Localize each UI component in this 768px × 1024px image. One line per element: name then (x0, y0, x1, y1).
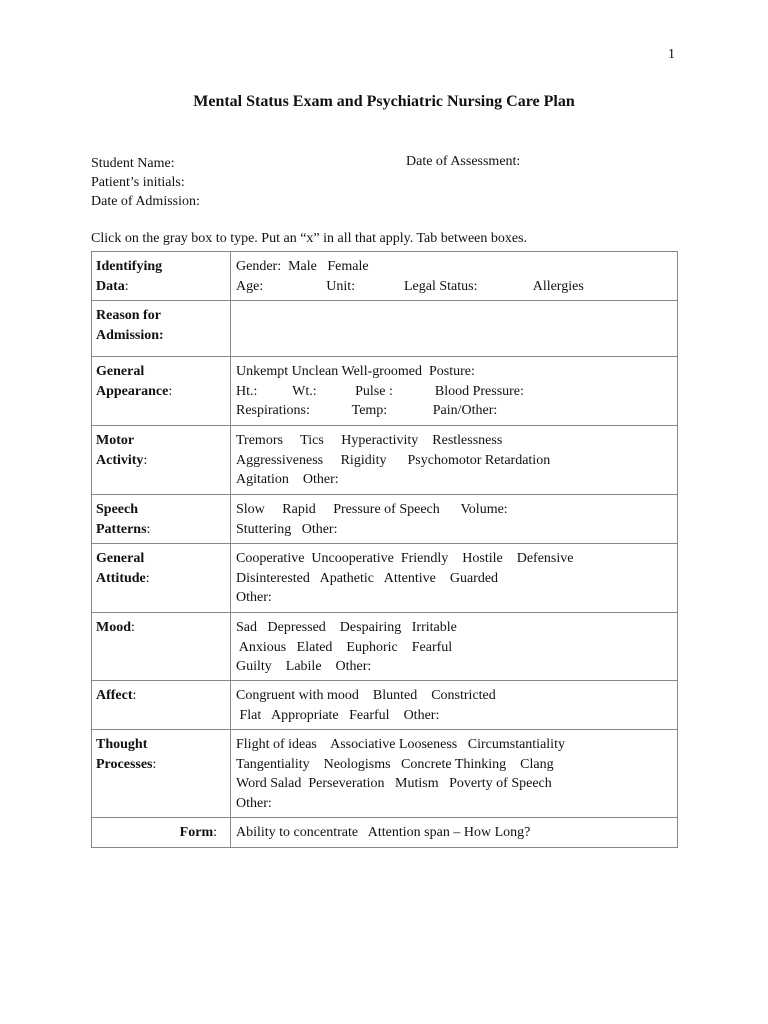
label-suffix: : (143, 452, 148, 468)
table-row (92, 301, 678, 357)
label-bold: Speech (96, 502, 138, 517)
option-line: Respirations: Temp: Pain/Other: (236, 403, 498, 419)
option-line: Guilty Labile Other: (236, 659, 372, 675)
row-value-cell[interactable] (231, 818, 678, 848)
label-bold: Attitude (96, 570, 146, 586)
row-label (92, 357, 231, 426)
label-bold: Admission: (96, 327, 164, 343)
label-suffix: : (131, 620, 135, 635)
label-bold: Affect (96, 688, 133, 703)
option-line: Ht.: Wt.: Pulse : Blood Pressure: (236, 383, 524, 399)
row-value-cell[interactable] (231, 681, 678, 730)
row-label (92, 544, 231, 613)
label-bold: Motor (96, 433, 135, 448)
label-bold: Appearance (96, 383, 169, 399)
row-label (92, 613, 231, 681)
reason-for-admission-field[interactable] (231, 301, 678, 357)
row-label (92, 681, 231, 730)
page-title: Mental Status Exam and Psychiatric Nursing Care Plan (193, 93, 575, 110)
option-line: Stuttering Other: (236, 521, 338, 537)
row-value-cell[interactable] (231, 357, 678, 426)
label-bold: Processes (96, 756, 153, 772)
option-line: Sad Depressed Despairing Irritable (236, 620, 457, 635)
page-number: 1 (668, 47, 675, 62)
label-bold: Thought (96, 737, 148, 752)
row-label (92, 730, 231, 818)
label-bold: Form (179, 825, 214, 840)
mental-status-table (91, 251, 678, 848)
label-bold: Identifying (96, 259, 163, 274)
table-row (92, 613, 678, 681)
table-row (92, 681, 678, 730)
label-suffix: : (146, 521, 151, 537)
label-suffix: : (132, 688, 137, 703)
label-suffix: : (152, 756, 157, 772)
row-label (92, 495, 231, 544)
option-line: Slow Rapid Pressure of Speech Volume: (236, 502, 508, 517)
label-suffix: : (168, 383, 173, 399)
student-name-label: Student Name: (91, 156, 175, 171)
label-bold: Mood (96, 620, 131, 635)
table-row (92, 544, 678, 613)
row-value-cell[interactable] (231, 426, 678, 495)
label-suffix: : (213, 825, 217, 840)
option-line: Tangentiality Neologisms Concrete Thinking Clang (236, 756, 554, 772)
row-value-cell[interactable] (231, 544, 678, 613)
label-bold: General (96, 364, 145, 379)
label-bold: Data (96, 278, 125, 294)
label-bold: Reason for (96, 308, 161, 323)
option-line: Other: (236, 795, 272, 811)
option-line: Tremors Tics Hyperactivity Restlessness (236, 433, 503, 448)
option-line: Aggressiveness Rigidity Psychomotor Retardation (236, 452, 551, 468)
row-value-cell[interactable] (231, 495, 678, 544)
option-line: Cooperative Uncooperative Friendly Hostile Defensive (236, 551, 574, 566)
option-line: Congruent with mood Blunted Constricted (236, 688, 496, 703)
option-line: Word Salad Perseveration Mutism Poverty of Speech (236, 776, 552, 792)
date-of-assessment-label: Date of Assessment: (406, 154, 521, 169)
option-line: Gender: Male Female (236, 259, 369, 274)
label-suffix: : (145, 570, 150, 586)
row-label (92, 252, 231, 301)
label-bold: Activity (96, 452, 144, 468)
table-row (92, 426, 678, 495)
option-line: Ability to concentrate Attention span – How Long? (236, 825, 531, 840)
option-line: Agitation Other: (236, 472, 339, 488)
table-row (92, 495, 678, 544)
label-bold: General (96, 551, 145, 566)
option-line: Other: (236, 590, 272, 606)
patient-initials-label: Patient’s initials: (91, 175, 185, 190)
table-row (92, 252, 678, 301)
row-value-cell[interactable] (231, 252, 678, 301)
instructions-text: Click on the gray box to type. Put an “x” in all that apply. Tab between boxes. (91, 231, 528, 246)
table-row (92, 730, 678, 818)
option-line: Age: Unit: Legal Status: Allergies (236, 278, 584, 294)
option-line: Disinterested Apathetic Attentive Guarded (236, 570, 499, 586)
row-value-cell[interactable] (231, 730, 678, 818)
option-line: Unkempt Unclean Well-groomed Posture: (236, 364, 475, 379)
option-line: Anxious Elated Euphoric Fearful (236, 639, 453, 655)
row-label (92, 818, 231, 848)
row-label (92, 426, 231, 495)
row-label (92, 301, 231, 357)
row-value-cell[interactable] (231, 613, 678, 681)
label-bold: Patterns (96, 521, 147, 537)
date-of-admission-label: Date of Admission: (91, 194, 200, 209)
label-suffix: : (124, 278, 129, 294)
table-row (92, 357, 678, 426)
table-row (92, 818, 678, 848)
option-line: Flat Appropriate Fearful Other: (236, 707, 440, 723)
option-line: Flight of ideas Associative Looseness Circumstantiality (236, 737, 565, 752)
